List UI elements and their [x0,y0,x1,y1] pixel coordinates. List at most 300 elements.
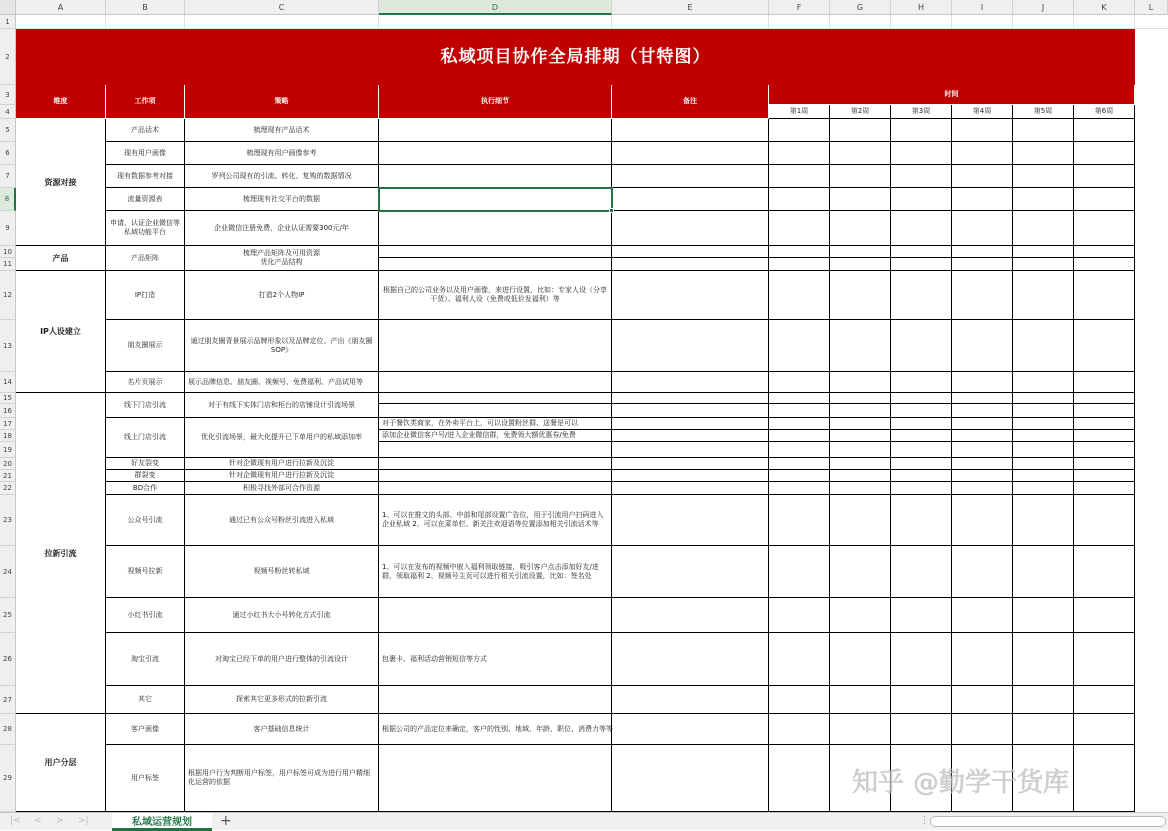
empty-cell[interactable] [891,442,952,458]
empty-cell[interactable] [891,393,952,404]
empty-cell[interactable] [1074,470,1135,482]
empty-cell[interactable] [612,211,769,246]
row-header[interactable]: 9 [0,211,16,246]
empty-cell[interactable] [952,393,1013,404]
empty-cell[interactable] [1013,188,1074,211]
empty-cell[interactable] [1074,745,1135,812]
column-header-h[interactable]: H [891,0,952,15]
empty-cell[interactable] [952,546,1013,598]
dimension-cell[interactable]: IP人设建立 [16,271,106,393]
empty-cell[interactable] [1074,686,1135,714]
empty-cell[interactable] [1013,418,1074,430]
empty-cell[interactable] [952,320,1013,372]
empty-cell[interactable] [612,598,769,633]
empty-cell[interactable] [612,142,769,165]
empty-cell[interactable] [769,442,830,458]
empty-cell[interactable] [830,393,891,404]
work-item-cell[interactable]: BD合作 [106,482,185,495]
empty-cell[interactable] [1074,633,1135,686]
strategy-cell[interactable]: 通过朋友圈背景展示品牌形象以及品牌定位、产出《朋友圈SOP》 [185,320,379,372]
empty-cell[interactable] [830,246,891,258]
empty-cell[interactable] [830,165,891,188]
empty-cell[interactable] [1013,430,1074,442]
strategy-cell[interactable]: 梳理现有产品话术 [185,119,379,142]
empty-cell[interactable] [891,119,952,142]
dimension-cell[interactable]: 资源对接 [16,119,106,246]
strategy-cell[interactable]: 视频号粉丝转私域 [185,546,379,598]
empty-cell[interactable] [769,404,830,418]
empty-cell[interactable] [1074,142,1135,165]
empty-cell[interactable] [1074,714,1135,745]
work-item-cell[interactable]: 朋友圈展示 [106,320,185,372]
strategy-cell[interactable]: 对于有线下实体门店和柜台的店铺设计引流场景 [185,393,379,418]
strategy-cell[interactable]: 客户基础信息统计 [185,714,379,745]
week-header: 第6周 [1074,105,1135,119]
empty-cell[interactable] [891,271,952,320]
empty-cell[interactable] [612,404,769,418]
empty-cell[interactable] [952,271,1013,320]
work-item-cell[interactable]: 好友裂变 [106,458,185,470]
empty-cell[interactable] [612,470,769,482]
detail-cell[interactable] [379,142,612,165]
strategy-cell[interactable]: 罗列公司现有的引流、转化、复购的数据情况 [185,165,379,188]
detail-cell[interactable] [379,598,612,633]
empty-cell[interactable] [612,745,769,812]
row-header[interactable]: 26 [0,633,16,686]
empty-cell[interactable] [769,258,830,271]
empty-cell[interactable] [891,404,952,418]
empty-cell[interactable] [830,686,891,714]
empty-cell[interactable] [1013,714,1074,745]
empty-cell[interactable] [612,271,769,320]
empty-cell[interactable] [612,633,769,686]
empty-cell[interactable] [830,372,891,393]
empty-cell[interactable] [952,442,1013,458]
empty-cell[interactable] [769,320,830,372]
column-header-i[interactable]: I [952,0,1013,15]
empty-cell[interactable] [891,246,952,258]
empty-cell[interactable] [1013,320,1074,372]
empty-cell[interactable] [1013,546,1074,598]
empty-cell[interactable] [952,165,1013,188]
work-item-cell[interactable]: 公众号引流 [106,495,185,546]
empty-cell[interactable] [1013,404,1074,418]
strategy-cell[interactable]: 展示品牌信息、朋友圈、视频号、免费福利、产品试用等 [185,372,379,393]
work-item-cell[interactable]: 视频号拉新 [106,546,185,598]
empty-cell[interactable] [830,404,891,418]
empty-cell[interactable] [769,470,830,482]
empty-cell[interactable] [1013,442,1074,458]
work-item-cell[interactable]: 产品话术 [106,119,185,142]
work-item-cell[interactable]: 流量资源表 [106,188,185,211]
empty-cell[interactable] [1074,320,1135,372]
empty-cell[interactable] [891,188,952,211]
empty-cell[interactable] [891,495,952,546]
detail-cell[interactable] [379,165,612,188]
empty-cell[interactable] [952,430,1013,442]
empty-cell[interactable] [612,165,769,188]
column-header-d[interactable]: D [379,0,612,15]
detail-cell[interactable]: 包裹卡、福利活动营销短信等方式 [379,633,612,686]
empty-cell[interactable] [891,418,952,430]
strategy-cell[interactable]: 针对企微现有用户进行拉新及沉淀 [185,458,379,470]
work-item-cell[interactable]: IP打造 [106,271,185,320]
empty-cell[interactable] [1074,188,1135,211]
empty-cell[interactable] [952,633,1013,686]
work-item-cell[interactable]: 其它 [106,686,185,714]
work-item-cell[interactable]: 客户画像 [106,714,185,745]
empty-cell[interactable] [769,598,830,633]
empty-cell[interactable] [1074,372,1135,393]
strategy-cell[interactable]: 梳理现有社交平台的数据 [185,188,379,211]
empty-cell[interactable] [1013,165,1074,188]
empty-cell[interactable] [891,546,952,598]
empty-cell[interactable] [830,188,891,211]
empty-cell[interactable] [769,142,830,165]
add-sheet-icon[interactable]: + [220,813,232,829]
detail-cell[interactable] [379,393,612,404]
empty-cell[interactable] [769,633,830,686]
empty-cell[interactable] [830,633,891,686]
empty-cell[interactable] [952,418,1013,430]
column-header-g[interactable]: G [830,0,891,15]
empty-cell[interactable] [830,430,891,442]
empty-cell[interactable] [612,246,769,258]
row-header[interactable]: 22 [0,482,16,495]
empty-cell[interactable] [1074,271,1135,320]
row-header[interactable]: 19 [0,442,16,458]
row-header[interactable]: 7 [0,165,16,188]
empty-cell[interactable] [830,714,891,745]
row-header[interactable]: 23 [0,495,16,546]
empty-cell[interactable] [769,418,830,430]
empty-cell[interactable] [952,188,1013,211]
work-item-cell[interactable]: 用户标签 [106,745,185,812]
empty-cell[interactable] [612,546,769,598]
empty-cell[interactable] [1013,633,1074,686]
empty-cell[interactable] [952,246,1013,258]
empty-cell[interactable] [891,430,952,442]
detail-cell[interactable] [379,470,612,482]
last-sheet-icon[interactable]: >| [78,816,89,826]
empty-cell[interactable] [952,211,1013,246]
column-header-a[interactable]: A [16,0,106,15]
header-work-item: 工作项 [106,85,185,119]
week-header: 第3周 [891,105,952,119]
row-header[interactable]: 20 [0,458,16,470]
strategy-cell[interactable]: 针对企微现有用户进行拉新及沉淀 [185,470,379,482]
empty-cell[interactable] [891,372,952,393]
empty-cell[interactable] [1074,495,1135,546]
empty-cell[interactable] [891,165,952,188]
row-header[interactable]: 25 [0,598,16,633]
empty-cell[interactable] [891,458,952,470]
detail-cell[interactable]: 根据公司的产品定位来确定，客户的性别、地域、年龄、职位、消费力等等 [379,714,612,745]
work-item-cell[interactable]: 现有用户画像 [106,142,185,165]
strategy-cell[interactable]: 企业微信注册免费，企业认证需要300元/年 [185,211,379,246]
detail-cell[interactable] [379,119,612,142]
empty-cell[interactable] [830,495,891,546]
empty-cell[interactable] [612,482,769,495]
dimension-cell[interactable]: 产品 [16,246,106,271]
work-item-cell[interactable]: 现有数据参考对接 [106,165,185,188]
row-header[interactable]: 4 [0,105,16,119]
empty-cell[interactable] [1074,258,1135,271]
header-strategy: 策略 [185,85,379,119]
strategy-cell[interactable]: 优化引流场景，最大化提升已下单用户的私域添加率 [185,418,379,458]
detail-cell[interactable] [379,442,612,458]
work-item-cell[interactable]: 线上门店引流 [106,418,185,458]
detail-cell[interactable] [379,246,612,258]
empty-cell[interactable] [769,188,830,211]
empty-cell[interactable] [891,320,952,372]
empty-cell[interactable] [769,714,830,745]
detail-cell[interactable] [379,404,612,418]
empty-cell[interactable] [1013,495,1074,546]
empty-cell[interactable] [612,372,769,393]
detail-cell[interactable]: 对于餐饮类商家，在外卖平台上，可以设置粉丝群、送餐是可以 [379,418,612,430]
row-header[interactable]: 12 [0,271,16,320]
row-header[interactable]: 8 [0,188,16,211]
tab-splitter-icon[interactable]: ⋮ [920,816,929,826]
empty-cell[interactable] [830,119,891,142]
row-header[interactable]: 1 [0,15,16,29]
strategy-cell[interactable]: 对淘宝已经下单的用户进行整体的引流设计 [185,633,379,686]
empty-cell[interactable] [1074,393,1135,404]
empty-cell[interactable] [891,482,952,495]
empty-cell[interactable] [612,442,769,458]
empty-cell[interactable] [612,430,769,442]
next-sheet-icon[interactable]: > [56,816,64,826]
row-header[interactable]: 10 [0,246,16,258]
strategy-cell[interactable]: 通过已有公众号粉丝引流进入私域 [185,495,379,546]
strategy-cell[interactable]: 探索其它更多形式的拉新引流 [185,686,379,714]
empty-cell[interactable] [830,211,891,246]
empty-cell[interactable] [1013,458,1074,470]
row-header[interactable]: 5 [0,119,16,142]
empty-cell[interactable] [952,470,1013,482]
empty-cell[interactable] [1074,246,1135,258]
empty-cell[interactable] [769,482,830,495]
empty-cell[interactable] [612,418,769,430]
horizontal-scrollbar[interactable] [930,816,1166,827]
empty-cell[interactable] [1013,598,1074,633]
empty-cell[interactable] [952,372,1013,393]
empty-cell[interactable] [952,714,1013,745]
work-item-cell[interactable]: 名片页展示 [106,372,185,393]
fill-handle[interactable] [609,208,614,213]
empty-cell[interactable] [1013,271,1074,320]
column-header-f[interactable]: F [769,0,830,15]
work-item-cell[interactable]: 产品矩阵 [106,246,185,271]
empty-cell[interactable] [612,188,769,211]
empty-cell[interactable] [1013,482,1074,495]
empty-cell[interactable] [830,442,891,458]
row-header[interactable]: 15 [0,393,16,404]
column-header-k[interactable]: K [1074,0,1135,15]
empty-cell[interactable] [830,320,891,372]
empty-cell[interactable] [1074,458,1135,470]
empty-cell[interactable] [1074,211,1135,246]
empty-cell[interactable] [952,686,1013,714]
empty-cell[interactable] [1013,393,1074,404]
empty-cell[interactable] [769,119,830,142]
select-all-corner[interactable] [0,0,16,15]
row-header[interactable]: 14 [0,372,16,393]
row-header[interactable]: 16 [0,404,16,418]
empty-cell[interactable] [952,495,1013,546]
detail-cell[interactable]: 1、可以在推文的头部、中部和尾部设置广告位，用于引流用户扫码进入企业私域 2、可以在菜单栏、新关注欢迎语等位置添加相关引流话术等 [379,495,612,546]
detail-cell[interactable]: 添加企业微信客户号/进入企业微信群，免费领大额优惠券/免费 [379,430,612,442]
column-header-c[interactable]: C [185,0,379,15]
empty-cell[interactable] [891,633,952,686]
row-header[interactable]: 29 [0,745,16,812]
empty-cell[interactable] [1013,211,1074,246]
sheet-tab-active[interactable]: 私域运营规划 [112,813,212,831]
empty-cell[interactable] [891,258,952,271]
empty-cell[interactable] [952,404,1013,418]
empty-cell[interactable] [891,686,952,714]
empty-cell[interactable] [769,430,830,442]
empty-cell[interactable] [830,458,891,470]
empty-cell[interactable] [1074,546,1135,598]
row-header[interactable]: 28 [0,714,16,745]
empty-cell[interactable] [1013,686,1074,714]
active-cell-selection[interactable] [378,187,613,212]
empty-cell[interactable] [1074,165,1135,188]
work-item-cell[interactable]: 申请、认证企业微信等私域功能平台 [106,211,185,246]
empty-cell[interactable] [769,372,830,393]
empty-cell[interactable] [952,458,1013,470]
empty-cell[interactable] [769,686,830,714]
empty-cell[interactable] [952,142,1013,165]
detail-cell[interactable] [379,211,612,246]
empty-cell[interactable] [952,482,1013,495]
empty-cell[interactable] [830,142,891,165]
empty-cell[interactable] [830,546,891,598]
empty-cell[interactable] [1013,119,1074,142]
empty-cell[interactable] [612,686,769,714]
column-header-j[interactable]: J [1013,0,1074,15]
empty-cell[interactable] [1074,598,1135,633]
empty-cell[interactable] [1013,246,1074,258]
row-header[interactable]: 11 [0,258,16,271]
row-header[interactable]: 21 [0,470,16,482]
row-header[interactable]: 2 [0,29,16,85]
empty-cell[interactable] [891,211,952,246]
strategy-cell[interactable]: 根据用户行为判断用户标签，用户标签可成为进行用户精细化运营的依据 [185,745,379,812]
empty-cell[interactable] [1013,142,1074,165]
detail-cell[interactable] [379,258,612,271]
row-header[interactable]: 13 [0,320,16,372]
empty-cell[interactable] [769,393,830,404]
empty-cell[interactable] [830,271,891,320]
empty-cell[interactable] [612,458,769,470]
strategy-cell[interactable]: 通过小红书大小号转化方式引流 [185,598,379,633]
empty-cell[interactable] [1013,258,1074,271]
detail-cell[interactable] [379,482,612,495]
detail-cell[interactable] [379,686,612,714]
empty-cell[interactable] [769,495,830,546]
work-item-cell[interactable]: 线下门店引流 [106,393,185,418]
work-item-cell[interactable]: 小红书引流 [106,598,185,633]
row-header[interactable]: 6 [0,142,16,165]
dimension-cell[interactable]: 拉新引流 [16,393,106,714]
empty-cell[interactable] [612,495,769,546]
column-header-b[interactable]: B [106,0,185,15]
empty-cell[interactable] [769,546,830,598]
empty-cell[interactable] [1074,442,1135,458]
watermark: 知乎 @勤学干货库 [852,768,1070,798]
empty-cell[interactable] [769,745,830,812]
empty-cell[interactable] [1074,418,1135,430]
row-header[interactable]: 3 [0,85,16,105]
row-header[interactable]: 24 [0,546,16,598]
detail-cell[interactable] [379,372,612,393]
detail-cell[interactable] [379,320,612,372]
strategy-cell[interactable]: 打造2个人物IP [185,271,379,320]
empty-cell[interactable] [769,211,830,246]
empty-cell[interactable] [612,393,769,404]
detail-cell[interactable]: 1、可以在发布的视频中嵌入福利领取链接，吸引客户点击添加好友/进群，领取福利 2、视频号主页可以进行相关引流设置，比如：签名处 [379,546,612,598]
empty-cell[interactable] [612,714,769,745]
sheet-title: 私域项目协作全局排期（甘特图） [16,29,1135,85]
empty-cell[interactable] [830,598,891,633]
first-sheet-icon[interactable]: |< [10,816,21,826]
empty-cell[interactable] [891,142,952,165]
empty-cell[interactable] [769,246,830,258]
empty-cell[interactable] [769,458,830,470]
empty-cell[interactable] [1074,119,1135,142]
prev-sheet-icon[interactable]: < [34,816,42,826]
row-header[interactable]: 17 [0,418,16,430]
empty-cell[interactable] [1013,470,1074,482]
work-item-cell[interactable]: 淘宝引流 [106,633,185,686]
empty-cell[interactable] [1074,430,1135,442]
strategy-cell[interactable]: 梳理现有用户画像参考 [185,142,379,165]
empty-cell[interactable] [612,320,769,372]
column-header-l[interactable]: L [1135,0,1168,15]
empty-cell[interactable] [612,258,769,271]
detail-cell[interactable] [379,458,612,470]
empty-cell[interactable] [612,119,769,142]
empty-cell[interactable] [830,418,891,430]
empty-cell[interactable] [1074,404,1135,418]
empty-cell[interactable] [891,598,952,633]
empty-cell[interactable] [1074,482,1135,495]
strategy-cell[interactable]: 梳理产品矩阵及可用资源 优化产品结构 [185,246,379,271]
empty-cell[interactable] [891,714,952,745]
row-header[interactable]: 27 [0,686,16,714]
empty-cell[interactable] [769,165,830,188]
column-header-e[interactable]: E [612,0,769,15]
detail-cell[interactable]: 根据自己的公司业务以及用户画像，来进行设置，比如：专家人设（分享干货）、福利人设（免费或低价发福利）等 [379,271,612,320]
empty-cell[interactable] [830,470,891,482]
empty-cell[interactable] [891,470,952,482]
empty-cell[interactable] [952,258,1013,271]
empty-cell[interactable] [952,119,1013,142]
row-header[interactable]: 18 [0,430,16,442]
empty-cell[interactable] [952,598,1013,633]
detail-cell[interactable] [379,745,612,812]
work-item-cell[interactable]: 群裂变 [106,470,185,482]
empty-cell[interactable] [1013,372,1074,393]
empty-cell[interactable] [830,482,891,495]
empty-cell[interactable] [830,258,891,271]
empty-cell[interactable] [769,271,830,320]
dimension-cell[interactable]: 用户分层 [16,714,106,812]
strategy-cell[interactable]: 积极寻找外部可合作资源 [185,482,379,495]
